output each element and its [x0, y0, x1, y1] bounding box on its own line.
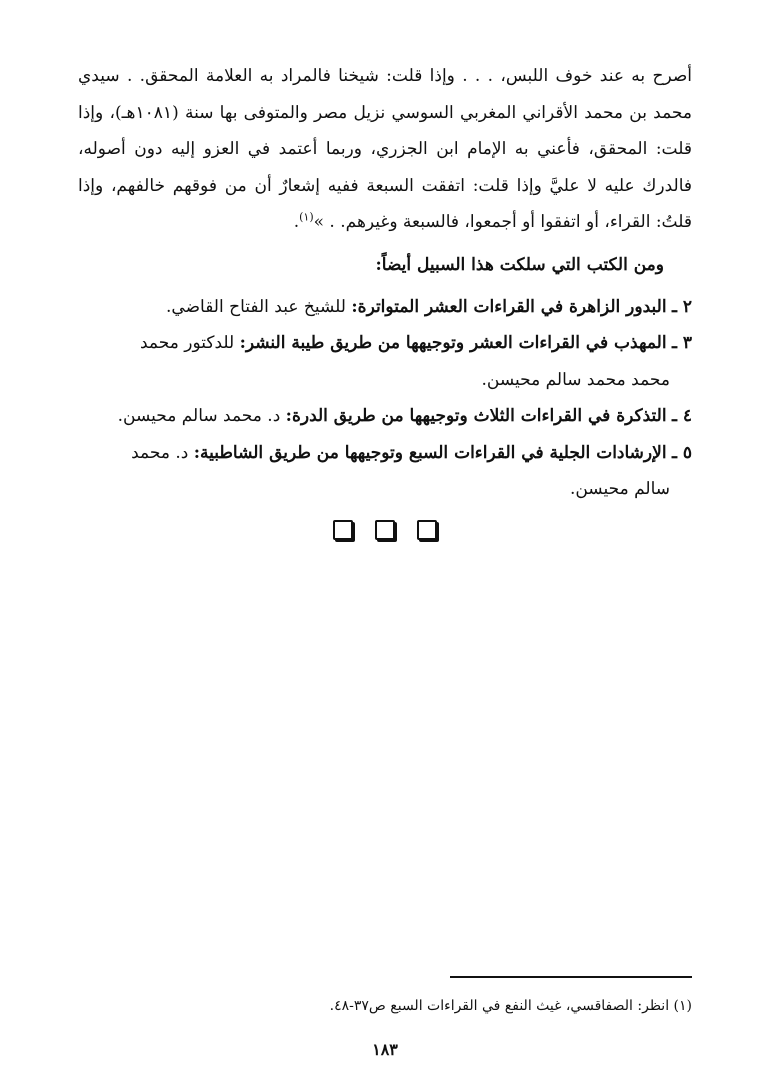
paragraph-line-2: سيدي محمد بن محمد الأقراني المغربي السوسي نزيل مصر والمتوفى بها سنة: [78, 66, 693, 123]
book-author-continued: سالم محيسن.: [569, 479, 670, 499]
book-author: للدكتور محمد: [140, 333, 235, 353]
book-title: الإرشادات الجلية في القراءات السبع وتوجيهها من طريق الشاطبية:: [193, 442, 667, 463]
square-ornament-icon: [417, 520, 437, 540]
books-list: [78, 289, 692, 508]
paragraph-end-mark: .: [293, 212, 300, 232]
section-end-marks: [78, 520, 692, 540]
square-ornament-icon: [333, 520, 353, 540]
footnote: (١) انظر: الصفاقسي، غيث النفع في القراءات السبع ص٣٧-٤٨.: [329, 998, 692, 1014]
list-item: [78, 398, 692, 435]
item-number: ٢ ـ: [671, 296, 692, 317]
book-author-continued: محمد محمد سالم محيسن.: [481, 369, 670, 390]
book-author: للشيخ عبد الفتاح القاضي.: [166, 296, 346, 317]
footnote-reference[interactable]: (١): [299, 210, 314, 224]
paragraph-line-4: العزو إليه دون أصوله، فالدرك عليه لا عليَّ وإذا قلت: اتفقت السبعة ففيه إشعارٌ أن: [78, 139, 693, 196]
item-number: ٤ ـ: [671, 406, 692, 426]
book-title: التذكرة في القراءات الثلاث وتوجيهها من طريق الدرة:: [285, 406, 667, 426]
book-title: المهذب في القراءات العشر وتوجيهها من طريق طيبة النشر:: [239, 333, 667, 353]
quote-paragraph: [78, 58, 692, 241]
page-number: ١٨٣: [372, 1040, 398, 1059]
paragraph-line-3: (١٠٨١هـ)، وإذا قلت: المحقق، فأعني به الإمام ابن الجزري، وربما أعتمد في: [78, 102, 693, 159]
paragraph-line-1: أصرح به عند خوف اللبس، . . . وإذا قلت: شيخنا فالمراد به العلامة المحقق. .: [126, 66, 692, 86]
book-author: د. محمد: [131, 442, 189, 463]
page-body: [78, 58, 692, 540]
list-item: [78, 289, 692, 326]
book-title: البدور الزاهرة في القراءات العشر المتواترة:: [351, 296, 667, 317]
square-ornament-icon: [375, 520, 395, 540]
list-item: [78, 435, 692, 508]
book-author: د. محمد سالم محيسن.: [117, 406, 281, 426]
item-number: ٥ ـ: [671, 442, 692, 463]
section-intro: ومن الكتب التي سلكت هذا السبيل أيضاً:: [375, 254, 664, 275]
list-item: [78, 325, 692, 398]
item-number: ٣ ـ: [671, 333, 692, 353]
paragraph-line-5: من فوقهم خالفهم، وإذا قلتُ: القراء، أو اتفقوا أو أجمعوا، فالسبعة وغيرهم. . »: [78, 175, 692, 232]
footnote-divider: [450, 976, 692, 978]
